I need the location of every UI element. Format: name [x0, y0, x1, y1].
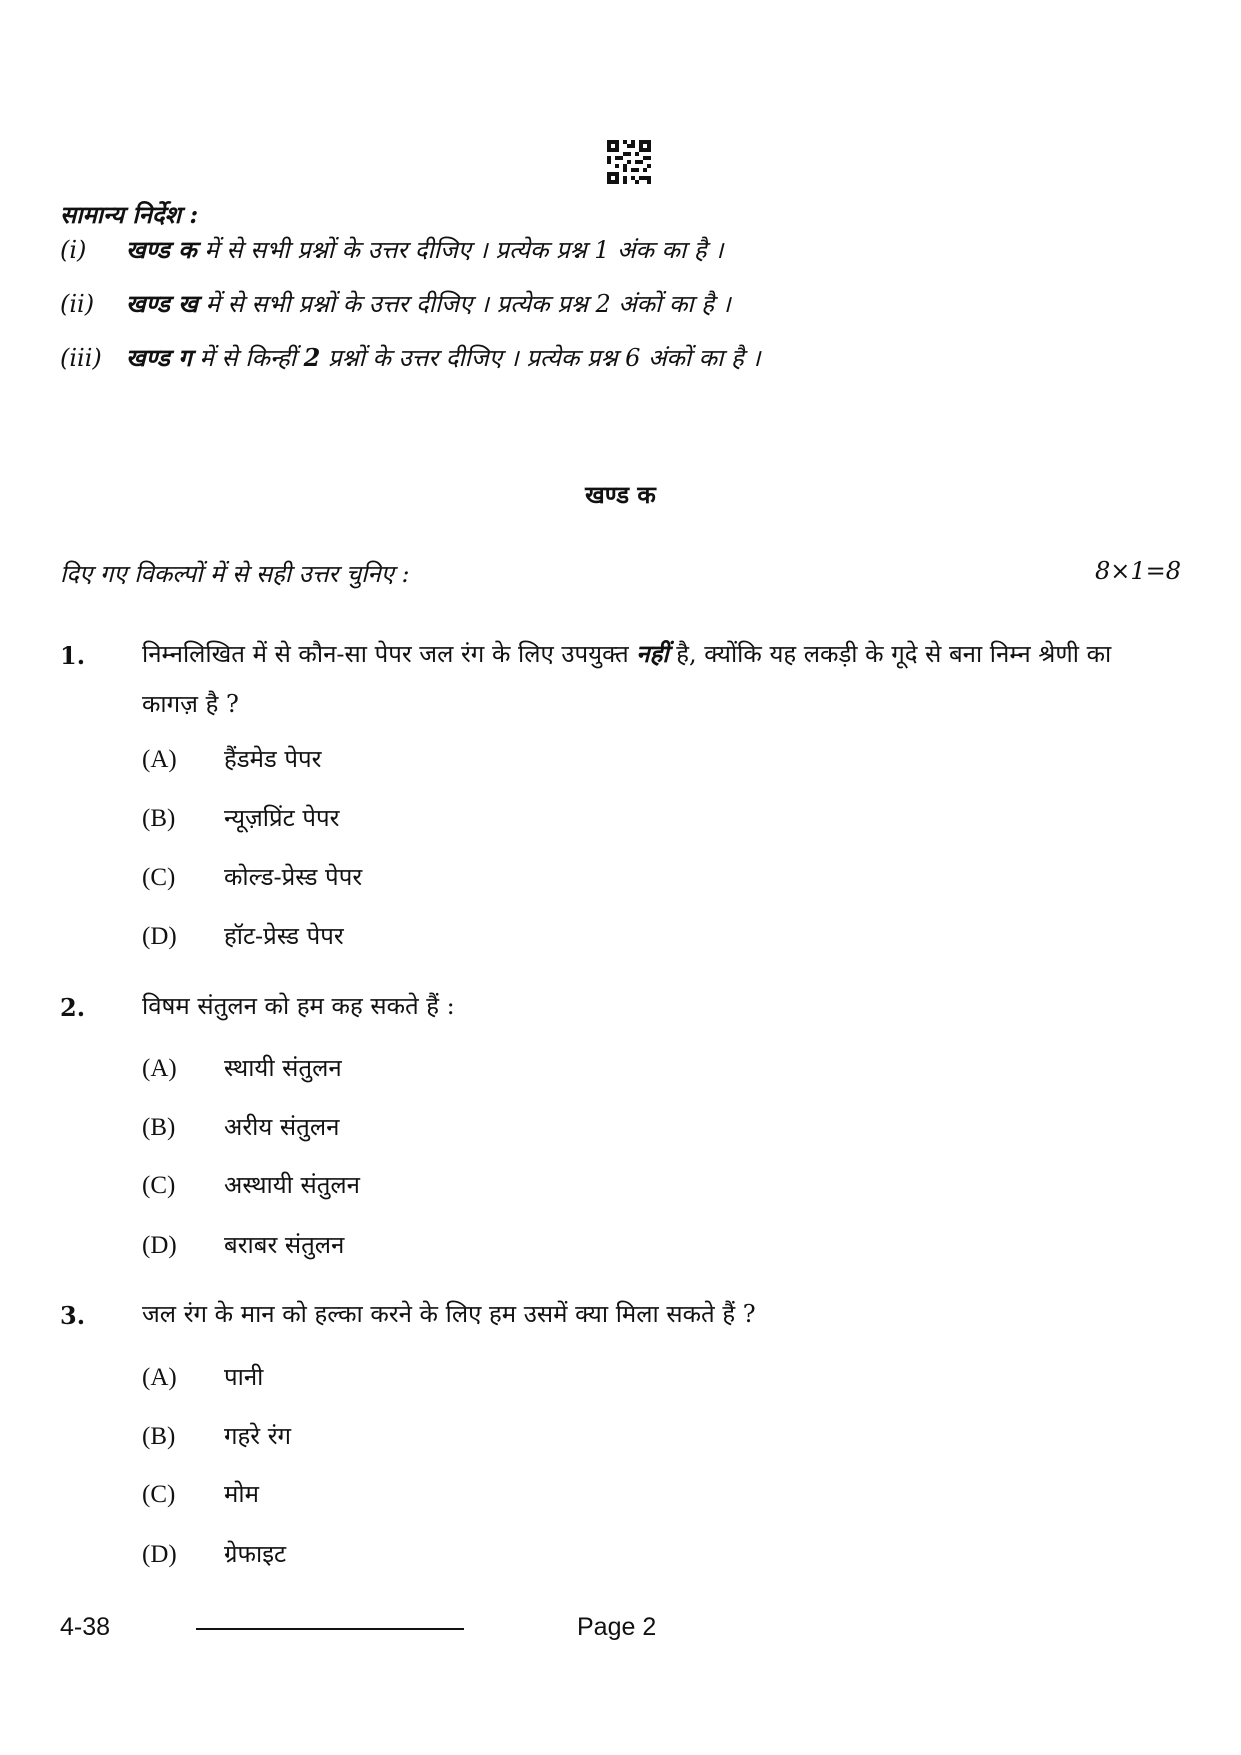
question-text-part: है, क्योंकि यह लकड़ी के गूदे से बना निम्न श्रेणी का कागज़ है ? [142, 640, 1112, 718]
question-text: जल रंग के मान को हल्का करने के लिए हम उसमें क्या मिला सकते हैं ? [142, 1300, 756, 1328]
option-text: हॉट-प्रेस्ड पेपर [224, 922, 344, 950]
option-text: मोम [224, 1480, 259, 1508]
option-label: (C) [142, 864, 176, 891]
page-number: Page 2 [577, 1613, 657, 1641]
option-item [142, 1419, 291, 1452]
qr-code-icon [607, 140, 651, 184]
option-text: गहरे रंग [224, 1422, 292, 1450]
choose-instruction: दिए गए विकल्पों में से सही उत्तर चुनिए : [60, 560, 410, 588]
option-item [142, 919, 344, 952]
paper-code: 4-38 [60, 1613, 111, 1641]
instruction-text: में से सभी प्रश्नों के उत्तर दीजिए । प्रत्येक प्रश्न 1 अंक का है । [204, 236, 724, 264]
option-label: (D) [142, 1232, 177, 1259]
option-text: अस्थायी संतुलन [224, 1171, 361, 1199]
footer-divider [196, 1628, 464, 1630]
option-item [142, 742, 322, 775]
question-text: विषम संतुलन को हम कह सकते हैं : [142, 992, 455, 1020]
question-number: 2. [60, 993, 86, 1022]
option-text: न्यूज़प्रिंट पेपर [224, 804, 340, 832]
option-label: (B) [142, 1423, 176, 1450]
instruction-text: प्रश्नों के उत्तर दीजिए । प्रत्येक प्रश्न 6 अंकों का है । [328, 344, 761, 372]
question-text [142, 629, 1142, 729]
option-item [142, 1360, 263, 1393]
instruction-number: (iii) [60, 344, 102, 372]
option-label: (A) [142, 1364, 177, 1391]
option-text: हैंडमेड पेपर [224, 745, 322, 773]
question-text-part: निम्नलिखित में से कौन-सा पेपर जल रंग के लिए उपयुक्त [142, 640, 629, 668]
option-label: (D) [142, 1541, 177, 1568]
option-label: (B) [142, 805, 176, 832]
option-text: बराबर संतुलन [224, 1231, 345, 1259]
option-label: (D) [142, 923, 177, 950]
option-item [142, 1477, 259, 1510]
option-item [142, 1110, 339, 1143]
instruction-number: (ii) [60, 290, 95, 318]
question-number: 1. [60, 641, 86, 670]
option-label: (A) [142, 746, 177, 773]
option-text: अरीय संतुलन [224, 1113, 340, 1141]
question-number: 3. [60, 1301, 86, 1330]
option-label: (C) [142, 1172, 176, 1199]
general-instructions-heading: सामान्य निर्देश : [60, 200, 199, 229]
instruction-item [60, 233, 723, 266]
option-text: स्थायी संतुलन [224, 1054, 342, 1082]
instruction-text: में से सभी प्रश्नों के उत्तर दीजिए । प्रत्येक प्रश्न 2 अंकों का है । [205, 290, 731, 318]
instruction-item [60, 341, 760, 374]
option-label: (A) [142, 1055, 177, 1082]
instruction-section: खण्ड ग [126, 343, 192, 372]
option-label: (C) [142, 1481, 176, 1508]
instruction-item [60, 287, 731, 320]
instruction-text: में से किन्हीं [199, 344, 297, 372]
instruction-number: (i) [60, 236, 87, 264]
option-item [142, 801, 340, 834]
instruction-count: 2 [303, 343, 321, 372]
question-emphasis: नहीं [636, 639, 669, 668]
option-item [142, 1537, 286, 1570]
marks-allocation: 8×1=8 [1094, 557, 1181, 585]
option-text: पानी [224, 1363, 264, 1391]
option-text: ग्रेफाइट [224, 1540, 287, 1568]
option-text: कोल्ड-प्रेस्ड पेपर [224, 863, 363, 891]
option-item [142, 860, 362, 893]
option-label: (B) [142, 1114, 176, 1141]
option-item [142, 1168, 360, 1201]
instruction-section: खण्ड ख [126, 289, 198, 318]
instruction-section: खण्ड क [126, 235, 197, 264]
option-item [142, 1228, 344, 1261]
option-item [142, 1051, 342, 1084]
section-title: खण्ड क [585, 480, 656, 509]
